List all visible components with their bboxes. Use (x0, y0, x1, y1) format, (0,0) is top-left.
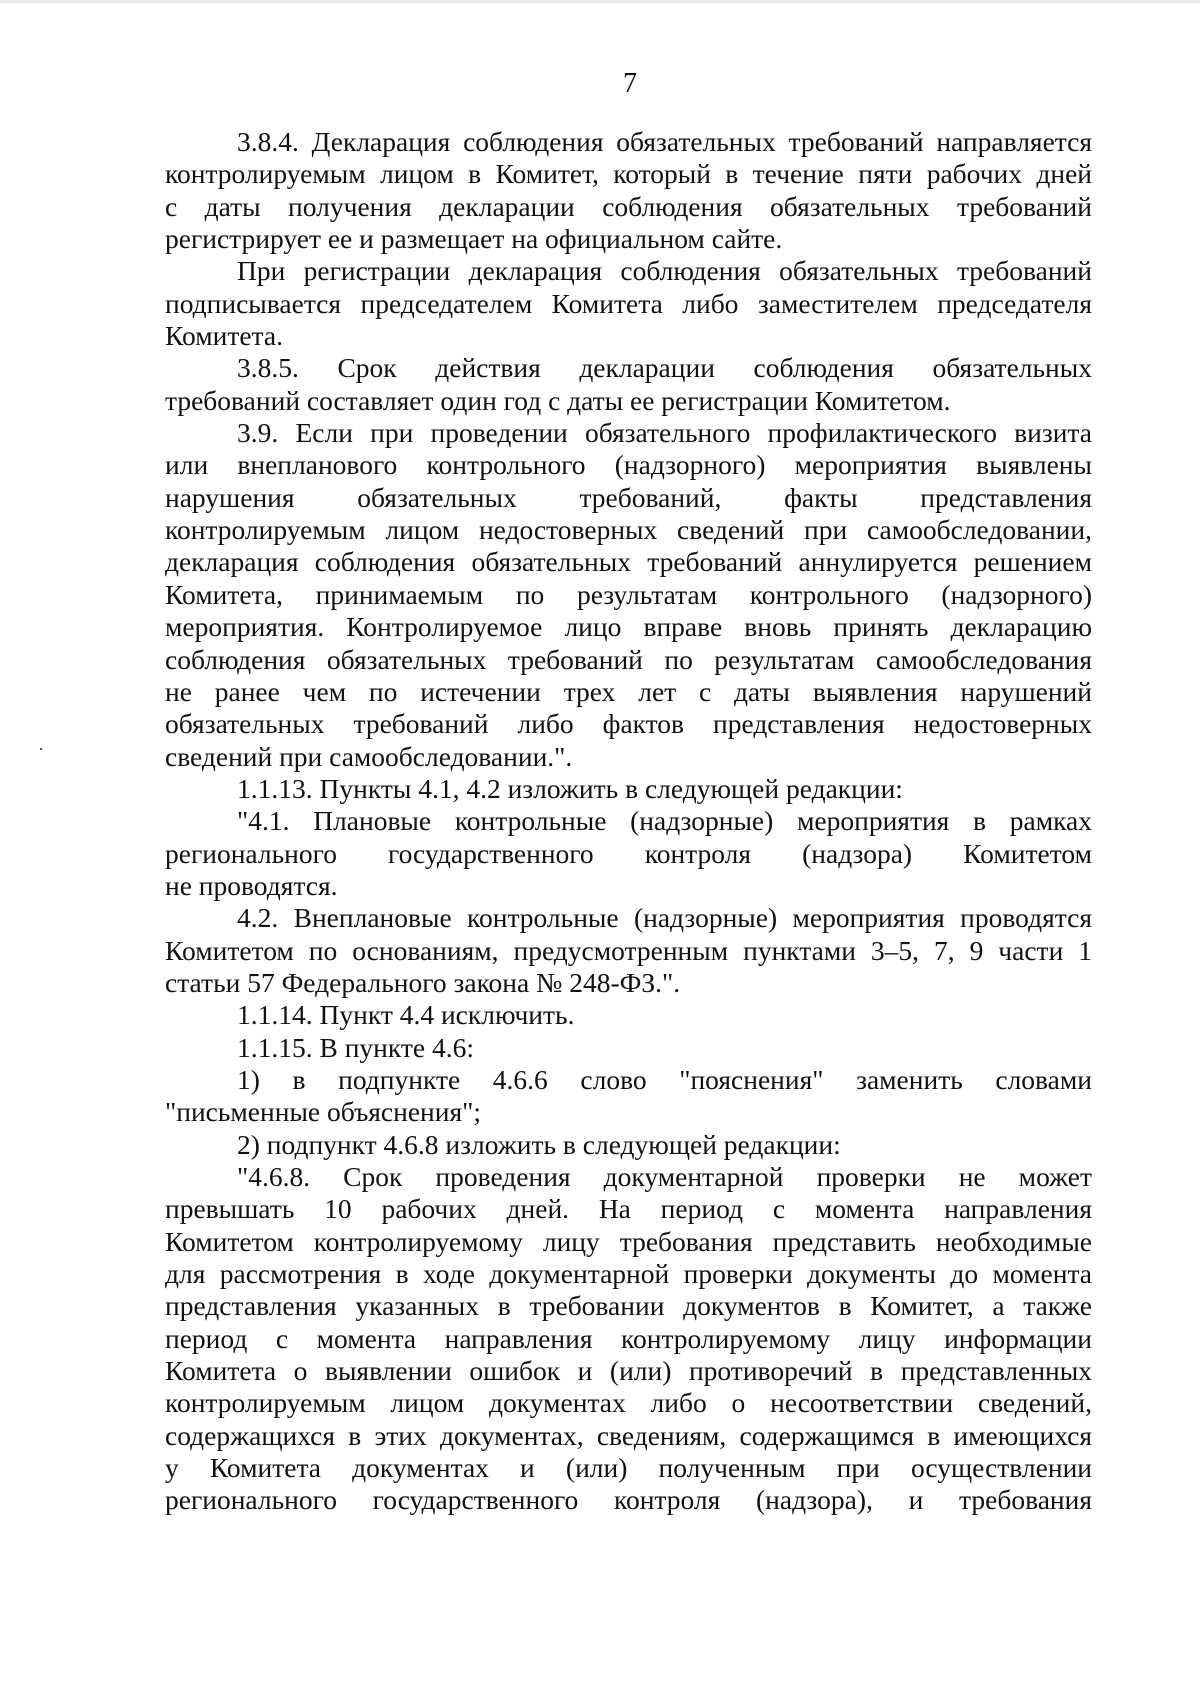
text-line: превышать 10 рабочих дней. На период с момента направления (165, 1193, 1092, 1225)
paragraph-p1115_1 (165, 1064, 1092, 1129)
paragraph-p41 (165, 805, 1092, 902)
text-line: контролируемым лицом недостоверных сведений при самообследовании, (165, 514, 1092, 546)
text-line: Комитета, принимаемым по результатам контрольного (надзорного) (165, 578, 1092, 610)
text-line: соблюдения обязательных требований по результатам самообследования (165, 643, 1092, 675)
paragraph-p1115 (165, 1032, 1092, 1064)
text-line: 1.1.13. Пункты 4.1, 4.2 изложить в следующей редакции: (237, 772, 903, 804)
text-line: Комитета. (165, 320, 283, 352)
text-line: мероприятия. Контролируемое лицо вправе вновь принять декларацию (165, 611, 1092, 643)
text-line: декларация соблюдения обязательных требований аннулируется решением (165, 546, 1092, 578)
text-line: не ранее чем по истечении трех лет с даты выявления нарушений (165, 675, 1092, 707)
text-line: обязательных требований либо фактов представления недостоверных (165, 708, 1092, 740)
text-line: Комитетом контролируемому лицу требования представить необходимые (165, 1225, 1092, 1257)
text-line: регионального государственного контроля (надзора), и требования (165, 1484, 1092, 1516)
text-line: 4.2. Внеплановые контрольные (надзорные) мероприятия проводятся (237, 902, 1092, 934)
paragraph-p1114 (165, 999, 1092, 1031)
text-line: контролируемым лицом в Комитет, который в течение пяти рабочих дней (165, 158, 1092, 190)
text-line: у Комитета документах и (или) полученным при осуществлении (165, 1452, 1092, 1484)
document-body (165, 126, 1092, 1517)
paragraph-p384 (165, 126, 1092, 255)
text-line: "4.6.8. Срок проведения документарной проверки не может (237, 1161, 1092, 1192)
text-line: "письменные объяснения"; (165, 1096, 482, 1128)
paragraph-p468 (165, 1161, 1092, 1517)
text-line: Комитетом по основаниям, предусмотренным пунктами 3–5, 7, 9 части 1 (165, 934, 1092, 966)
text-line: сведений при самообследовании.". (165, 740, 573, 772)
scan-top-edge (0, 0, 1200, 3)
text-line: статьи 57 Федерального закона № 248-ФЗ.". (165, 966, 681, 998)
page-number: 7 (623, 68, 637, 99)
text-line: При регистрации декларация соблюдения обязательных требований (237, 255, 1092, 287)
text-line: контролируемым лицом документах либо о несоответствии сведений, (165, 1387, 1092, 1419)
text-line: или внепланового контрольного (надзорного) мероприятия выявлены (165, 449, 1092, 481)
text-line: 2) подпункт 4.6.8 изложить в следующей редакции: (237, 1128, 841, 1160)
paragraph-p384b (165, 255, 1092, 352)
paragraph-p39 (165, 417, 1092, 773)
text-line: требований составляет один год с даты ее регистрации Комитетом. (165, 384, 951, 416)
paragraph-p1115_2 (165, 1129, 1092, 1161)
text-line: регионального государственного контроля (надзора) Комитетом (165, 837, 1092, 869)
paragraph-p385 (165, 352, 1092, 417)
text-line: представления указанных в требовании документов в Комитет, а также (165, 1290, 1092, 1322)
text-line: 1.1.15. В пункте 4.6: (237, 1031, 475, 1063)
text-line: нарушения обязательных требований, факты представления (165, 481, 1092, 513)
text-line: Комитета о выявлении ошибок и (или) противоречий в представленных (165, 1355, 1092, 1387)
text-line: 1) в подпункте 4.6.6 слово "пояснения" заменить словами (237, 1063, 1092, 1095)
text-line: для рассмотрения в ходе документарной проверки документы до момента (165, 1258, 1092, 1290)
paragraph-p1113 (165, 773, 1092, 805)
text-line: период с момента направления контролируемому лицу информации (165, 1322, 1092, 1354)
text-line: 3.9. Если при проведении обязательного профилактического визита (237, 417, 1092, 449)
text-line: с даты получения декларации соблюдения обязательных требований (165, 190, 1092, 222)
text-line: 3.8.4. Декларация соблюдения обязательных требований направляется (237, 126, 1092, 157)
scan-speck (40, 748, 42, 750)
text-line: 3.8.5. Срок действия декларации соблюдения обязательных (237, 352, 1092, 384)
text-line: подписывается председателем Комитета либо заместителем председателя (165, 287, 1092, 319)
text-line: регистрирует ее и размещает на официальном сайте. (165, 223, 783, 255)
text-line: 1.1.14. Пункт 4.4 исключить. (237, 999, 575, 1031)
text-line: содержащихся в этих документах, сведениям, содержащимся в имеющихся (165, 1419, 1092, 1451)
paragraph-p42 (165, 902, 1092, 999)
text-line: "4.1. Плановые контрольные (надзорные) мероприятия в рамках (237, 805, 1092, 837)
text-line: не проводятся. (165, 869, 338, 901)
